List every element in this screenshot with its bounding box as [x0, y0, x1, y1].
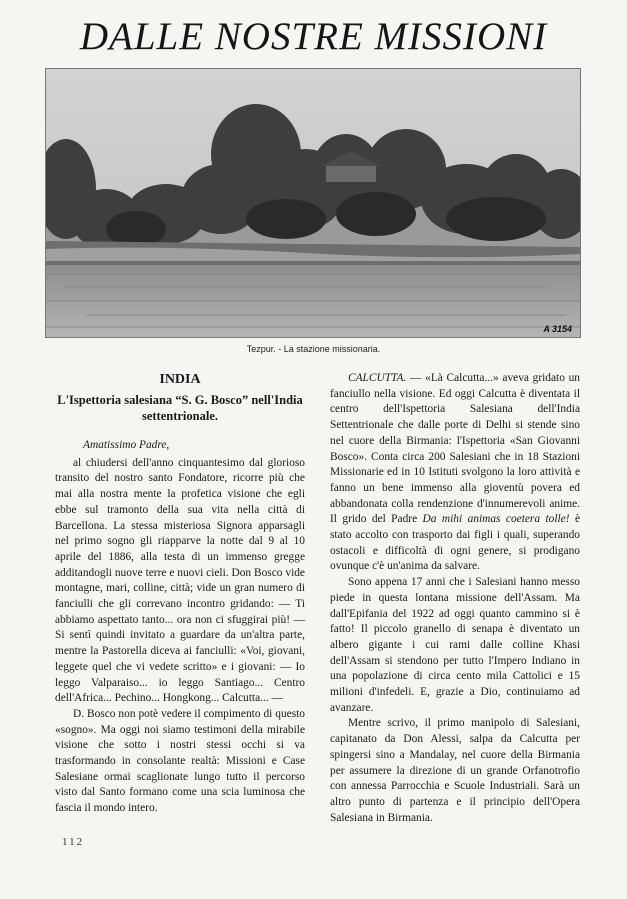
- latin-motto: Da mihi animas coetera tolle!: [422, 513, 570, 526]
- salutation: Amatissimo Padre,: [83, 439, 170, 451]
- section-lead: CALCUTTA.: [348, 372, 407, 384]
- left-column: [55, 371, 305, 817]
- page-number: 112: [62, 836, 85, 848]
- paragraph: Mentre scrivo, il primo manipolo di Salesiani, capitanato da Don Alessi, salpa da Calcutta per spingersi sino a Mandalay, nel cuore della Birmania per assumere la direzione di un grande Orfanotrofio con annessa Parrocchia e Scuole Industriali. Sarà un altro punto di partenza e il principio dell'Opera Salesiana in Birmania.: [330, 717, 580, 824]
- photo-illustration: [46, 69, 580, 337]
- paragraph-calcutta: [330, 371, 580, 575]
- paragraph-text: — «Là Calcutta...» aveva gridato un fanciullo nella visione. Ed oggi Calcutta è diventata il centro dell'Ispettoria Salesiana dell'India Settentrionale che dalle porte di Delhi si stende sino nel cuore della Birmania: l'Ispettoria «San Giovanni Bosco». Conta circa 200 Salesiani che in 18 Stazioni Missionarie ed in 10 Istituti svolgono la loro attività e fanno un bene immenso alla gioventù povera ed abbandonata colla rendenzione d'innumerevoli anime. Il grido del Padre: [330, 372, 580, 526]
- paragraph: Sono appena 17 anni che i Salesiani hanno messo piede in questa lontana missione dell'Assam. Ma dall'Epifania del 1922 ad oggi quanto cammino si è fatto! Il piccolo granello di senapa è diventato un albero gigante i cui rami dalle colline Khasi dell'Assam si stendono per tutto l'Impero Indiano in una popolazione di circa cento mila Cattolici e 15 milioni d'infedeli. E, grazie a Dio, continuiamo ad avanzare.: [330, 576, 580, 714]
- mission-station-photo: [45, 68, 581, 338]
- article-heading: INDIA: [159, 372, 201, 387]
- article-subheading: L'Ispettoria salesiana “S. G. Bosco” nell'India settentrionale.: [57, 393, 303, 423]
- photo-caption: Tezpur. - La stazione missionaria.: [246, 344, 381, 354]
- photo-signature: A 3154: [543, 324, 572, 334]
- right-column: [330, 371, 580, 826]
- paragraph: al chiudersi dell'anno cinquantesimo dal glorioso transito del nostro santo Fondatore, ricorre più che mai alla nostra mente la profetica visione che egli ebbe sul tramonto della sua vita nella città di Barcellona. La stessa misteriosa Signora apparsagli nel primo sogno gli riapparve la notte dal 9 al 10 aprile del 1886, alla testa di un immenso gregge additandogli nuove terre e nuovi cieli. Don Bosco vide montagne, mari, colline, città; vide un gran numero di fanciulli che gli correvano incontro gridando: — Ti abbiamo aspettato tanto... ora non ci sfuggirai più! — Si sentì quindi invitato a guardare da un'altra parte, mentre la Pastorella diceva ai fanciulli: «Voi, giovani, leggete quel che vi vedete scritto» e i giovani: — Io leggo Valparaiso... io leggo Santiago... Centro dell'Africa... Pechino... Hongkong... Calcutta... —: [55, 456, 305, 705]
- paragraph: D. Bosco non potè vedere il compimento di questo «sogno». Ma oggi noi siamo testimoni della mirabile visione che sotto i nostri stessi occhi si va trasformando in consolante realtà: Missioni e Case Salesiane ormai scaglionate lungo tutto il percorso visto dal Santo formano come una scia luminosa che fascia il mondo intero.: [55, 707, 305, 815]
- paragraph-text: è stato accolto con trasporto dai figli i quali, superando ostacoli e difficoltà di ogni genere, si prodigano ovunque c'è un'anima da salvare.: [330, 513, 580, 573]
- page-title: DALLE NOSTRE MISSIONI: [79, 15, 548, 58]
